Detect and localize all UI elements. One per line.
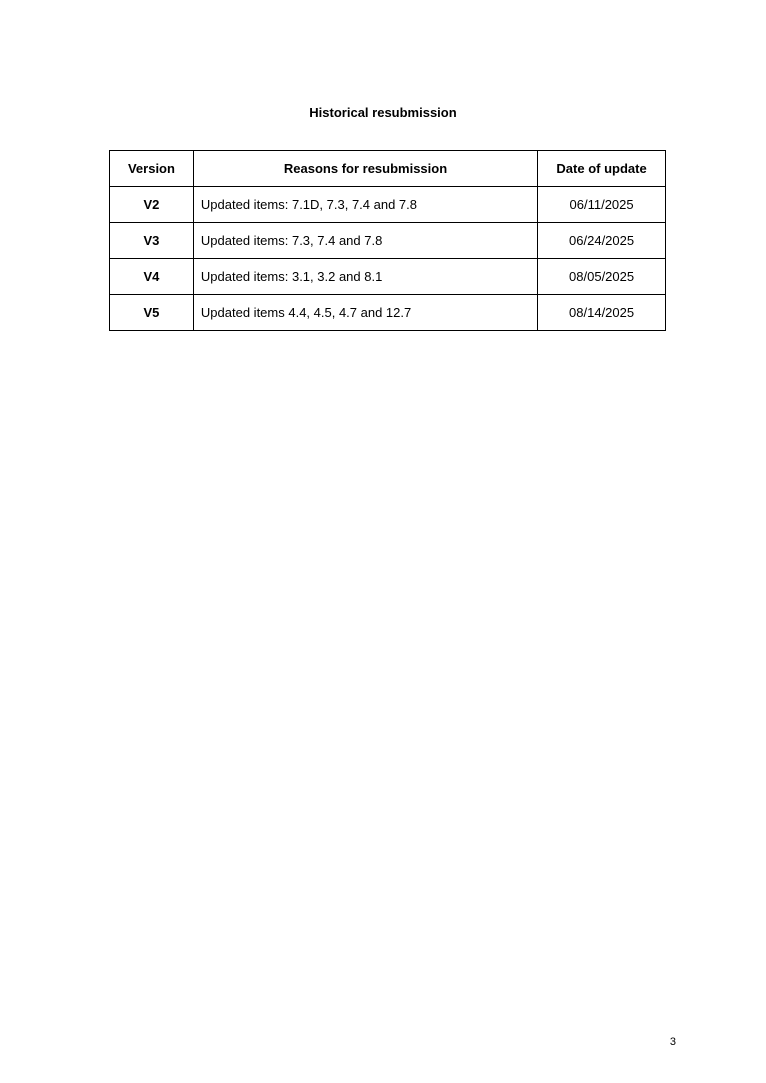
date-cell: 08/14/2025 — [538, 295, 666, 331]
reason-cell: Updated items 4.4, 4.5, 4.7 and 12.7 — [193, 295, 537, 331]
reason-cell: Updated items: 7.3, 7.4 and 7.8 — [193, 223, 537, 259]
table-row — [110, 223, 666, 259]
version-cell: V5 — [110, 295, 194, 331]
page-title: Historical resubmission — [309, 105, 457, 120]
table-row — [110, 259, 666, 295]
date-cell: 06/24/2025 — [538, 223, 666, 259]
version-cell: V4 — [110, 259, 194, 295]
reason-cell: Updated items: 3.1, 3.2 and 8.1 — [193, 259, 537, 295]
header-reason: Reasons for resubmission — [193, 151, 537, 187]
version-cell: V2 — [110, 187, 194, 223]
version-cell: V3 — [110, 223, 194, 259]
header-version: Version — [110, 151, 194, 187]
table-header-row — [110, 151, 666, 187]
date-cell: 06/11/2025 — [538, 187, 666, 223]
date-cell: 08/05/2025 — [538, 259, 666, 295]
page-number: 3 — [669, 1036, 676, 1048]
resubmission-table — [109, 150, 666, 331]
reason-cell: Updated items: 7.1D, 7.3, 7.4 and 7.8 — [193, 187, 537, 223]
table-row — [110, 295, 666, 331]
table-row — [110, 187, 666, 223]
header-date: Date of update — [538, 151, 666, 187]
